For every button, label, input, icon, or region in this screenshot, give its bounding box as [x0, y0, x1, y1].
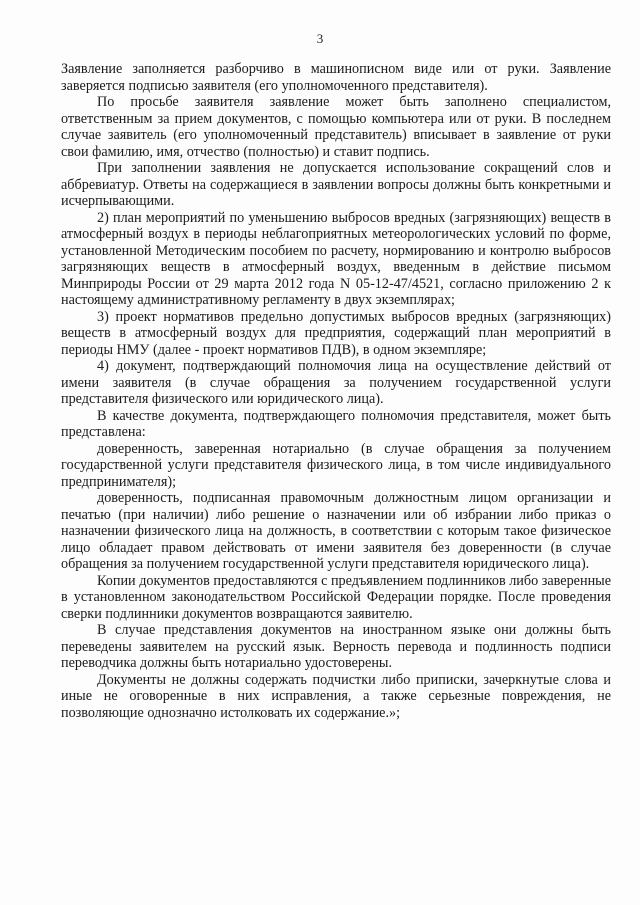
paragraph-item-2-plan: 2) план мероприятий по уменьшению выбросов вредных (загрязняющих) веществ в атмосферный воздух в периоды неблагоприятных метеорологических условий по форме, установленной Методическим пособием по расчету, нормированию и контролю выбросов загрязняющих веществ в атмосферный воздух, введенным в действие письмом Минприроды России от 29 марта 2012 года N 05-12-47/4521, согласно приложению 2 к настоящему административному регламенту в двух экземплярах; — [61, 209, 611, 308]
paragraph-organization-power-of-attorney: доверенность, подписанная правомочным должностным лицом организации и печатью (при наличии) либо решение о назначении или об избрании либо приказ о назначении физического лица на должность, в соответствии с которым такое физическое лицо обладает правом действовать от имени заявителя без доверенности (в случае обращения за получением государственной услуги представителя юридического лица). — [61, 490, 611, 572]
paragraph-item-4-authority-document: 4) документ, подтверждающий полномочия лица на осуществление действий от имени заявителя (в случае обращения за получением государственной услуги представителя физического или юридического лица). — [61, 358, 611, 407]
paragraph-notarized-power-of-attorney: доверенность, заверенная нотариально (в случае обращения за получением государственной услуги представителя физического лица, в том числе индивидуального предпринимателя); — [61, 440, 611, 490]
page-number: 3 — [316, 31, 324, 46]
paragraph-item-3-project: 3) проект нормативов предельно допустимых выбросов вредных (загрязняющих) веществ в атмосферный воздух для предприятия, содержащий план мероприятий в периоды НМУ (далее - проект нормативов ПДВ), в одном экземпляре; — [61, 308, 611, 358]
paragraph-no-corrections: Документы не должны содержать подчистки либо приписки, зачеркнутые слова и иные не оговоренные в них исправления, а также серьезные повреждения, не позволяющие однозначно истолковать их содержание.»; — [61, 671, 611, 721]
paragraph-foreign-language: В случае представления документов на иностранном языке они должны быть переведены заявителем на русский язык. Верность перевода и подлинность подписи переводчика должны быть нотариально удостоверены. — [61, 622, 611, 671]
paragraph-specialist-fill: По просьбе заявителя заявление может быть заполнено специалистом, ответственным за прием документов, с помощью компьютера или от руки. В последнем случае заявитель (его уполномоченный представитель) вписывает в заявление от руки свои фамилию, имя, отчество (полностью) и ставит подпись. — [61, 94, 611, 160]
paragraph-representative-document: В качестве документа, подтверждающего полномочия представителя, может быть представлена: — [61, 407, 611, 440]
paragraph-document-copies: Копии документов предоставляются с предъявлением подлинников либо заверенные в установленном законодательством Российской Федерации порядке. После проведения сверки подлинники документов возвращаются заявителю. — [61, 572, 611, 622]
document-body — [61, 61, 611, 721]
paragraph-no-abbreviations: При заполнении заявления не допускается использование сокращений слов и аббревиатур. Ответы на содержащиеся в заявлении вопросы должны быть конкретными и исчерпывающими. — [61, 160, 611, 209]
paragraph-application-fill: Заявление заполняется разборчиво в машинописном виде или от руки. Заявление заверяется подписью заявителя (его уполномоченного представителя). — [61, 61, 611, 94]
